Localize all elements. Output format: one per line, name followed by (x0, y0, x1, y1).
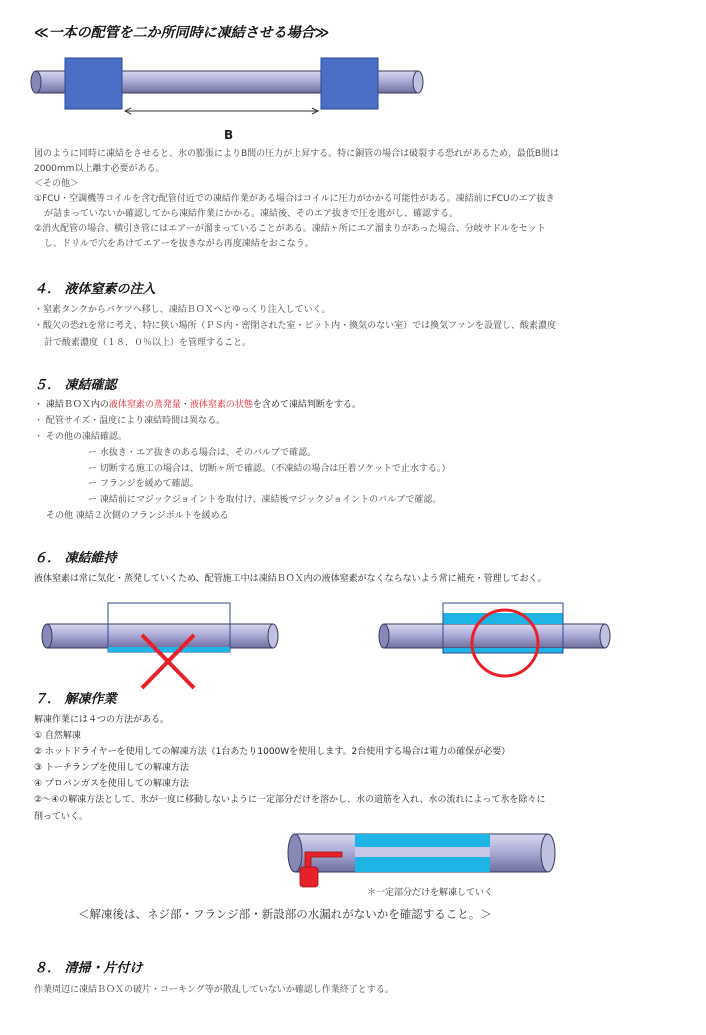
section-7-line-3: 削っていく。 (34, 812, 88, 822)
heater-tank-icon (300, 867, 318, 887)
section-8-heading: ８． 清掃・片付け (34, 961, 143, 976)
thaw-caption: ＊一定部分だけを解凍していく (367, 888, 494, 898)
section-5-sub-3: ー フランジを緩めて確認。 (88, 479, 199, 489)
section-5-sub-1: ー 水抜き・エア抜きのある場合は、そのバルブで確認。 (88, 448, 317, 458)
section-5-sub-2: ー 切断する施工の場合は、切断ヶ所で確認。（不凍結の場合は圧着ソケットで止水する。） (88, 464, 451, 474)
section-4-line-1: ・窒素タンクからバケツへ移し、凍結ＢＯＸへとゆっくり注入していく。 (34, 305, 331, 315)
section-4-line-2: ・酸欠の恐れを常に考え、特に狭い場所（ＰＳ内・密閉された室・ピット内・換気のない室）では換気ファンを設置し、酸素濃度 (34, 321, 557, 331)
section-6-line-1: 液体窒素は常に気化・蒸発していくため、配管施工中は凍結ＢＯＸ内の液体窒素がなくならないよう常に補充・管理しておく。 (34, 574, 547, 584)
section-5-other: その他 凍結２次側のフランジボルトを緩める (46, 511, 229, 521)
nitrogen-evaporation-text: 液体窒素の蒸発量 (108, 400, 181, 410)
method-4: ④ プロパンガスを使用しての解凍方法 (34, 779, 189, 789)
section-4-heading: ４． 液体窒素の注入 (34, 282, 156, 297)
other-item-2-line-2: し、ドリルで穴をあけてエアーを抜きながら再度凍結をおこなう。 (44, 239, 314, 249)
method-2: ② ホットドライヤーを使用しての解凍方法（1台あたり1000Wを使用します。2台使用する場合は電力の確保が必要） (34, 747, 511, 757)
line-1-prefix: ・ 凍結ＢＯＸ内の (34, 400, 109, 410)
section-5-line-2: ・ 配管サイズ・温度により凍結時間は異なる。 (34, 416, 226, 426)
line-1-suffix: を含めて凍結判断をする。 (252, 400, 361, 410)
other-label: ＜その他＞ (34, 179, 80, 189)
line-1-separator: ・ (180, 400, 190, 410)
method-3: ③ トーチランプを使用しての解凍方法 (34, 763, 189, 773)
section-7-line-2: ②～④の解凍方法として、氷が一度に移動しないように一定部分だけを溶かし、水の道筋を入れ、水の流れによって氷を除々に (34, 795, 546, 805)
post-thaw-note: ＜解凍後は、ネジ部・フランジ部・新設部の水漏れがないかを確認すること。＞ (78, 907, 492, 921)
distance-label-b: B (224, 128, 234, 142)
section-4-line-3: 計で酸素濃度（１８．０％以上）を管理すること。 (44, 338, 252, 348)
section-5-sub-4: ー 凍結前にマジックジョイントを取付け、凍結後マジックジョイントのバルブで確認。 (88, 495, 442, 505)
page-title: ≪一本の配管を二か所同時に凍結させる場合≫ (34, 25, 330, 41)
section-7-line-1: 解凍作業には４つの方法がある。 (34, 715, 170, 725)
section-5-heading: ５． 凍結確認 (34, 378, 117, 393)
intro-line-1: 図のように同時に凍結をさせると、氷の膨張によりB間の圧力が上昇する。特に銅管の場合は破裂する恐れがあるため、最低B間は (34, 149, 559, 159)
other-item-1-line-2: が詰まっていないか確認してから凍結作業にかかる。凍結後、そのエア抜きで圧を逃がし、確認する。 (44, 209, 459, 219)
section-6-heading: ６． 凍結維持 (34, 551, 117, 566)
section-5-line-3: ・ その他の凍結確認。 (34, 432, 127, 442)
method-1: ① 自然解凍 (34, 731, 81, 741)
other-item-1-line-1: ①FCU・空調機等コイルを含む配管付近での凍結作業がある場合はコイルに圧力がかかる可能性がある。凍結前にFCUのエア抜き (34, 194, 555, 204)
section-8-line-1: 作業周辺に凍結ＢＯＸの破片・コーキング等が散乱していないか確認し作業終了とする。 (34, 985, 394, 995)
intro-line-2: 2000mm以上離す必要がある。 (34, 164, 165, 174)
section-7-heading: ７． 解凍作業 (34, 692, 117, 707)
nitrogen-state-text: 液体窒素の状態 (189, 400, 253, 410)
other-item-2-line-1: ②消火配管の場合、横引き管にはエアーが溜まっていることがある。凍結ヶ所にエア溜まりがあった場合、分岐サドルをセット (34, 224, 546, 234)
water-channel (355, 847, 490, 857)
